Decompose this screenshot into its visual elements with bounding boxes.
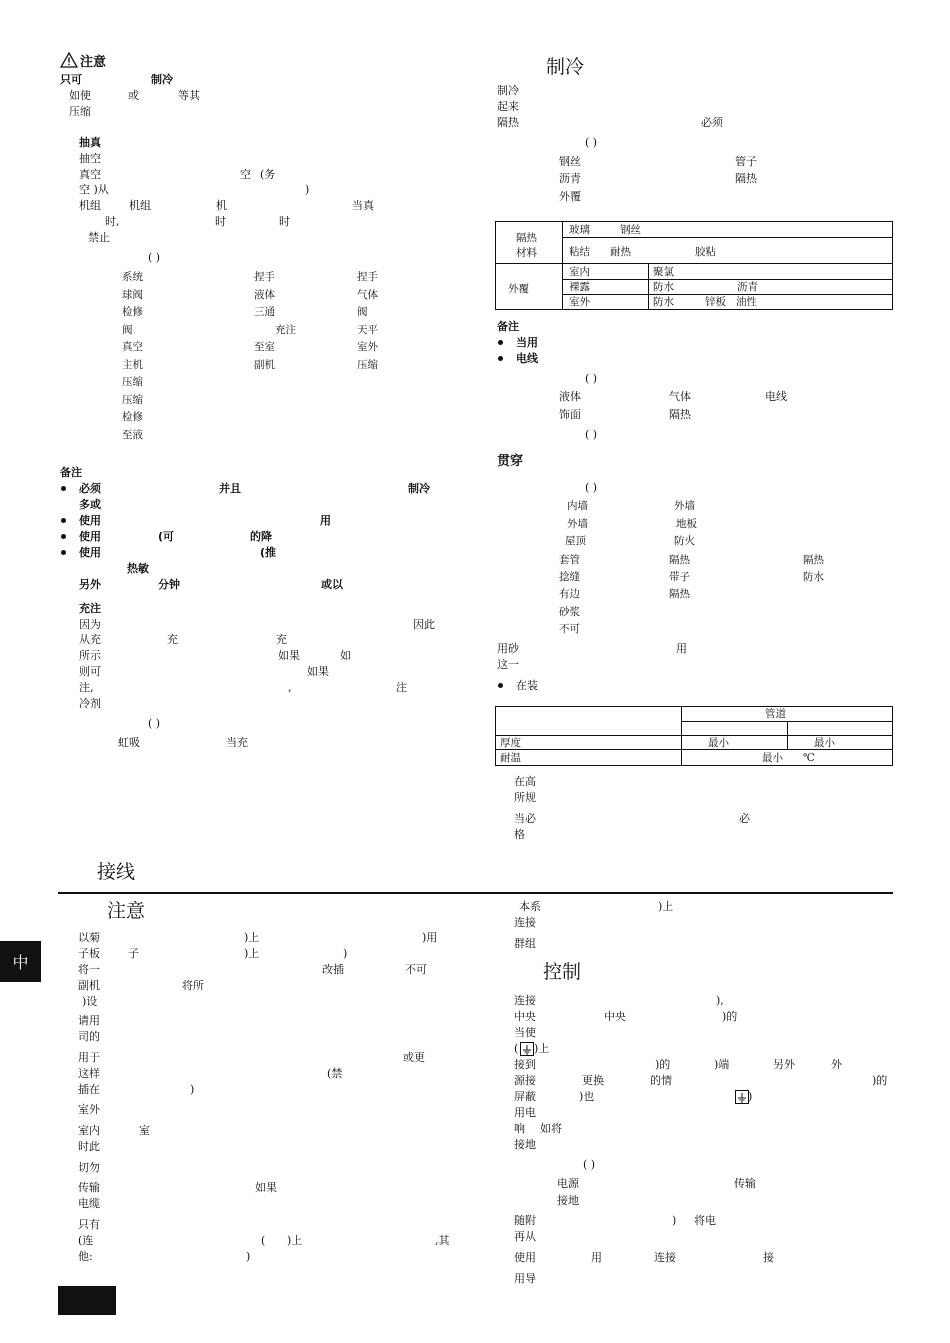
control-text-line: 中央 (604, 1010, 626, 1023)
figure-label: 传输 (734, 1177, 756, 1190)
charge-line: 如果 (307, 665, 329, 678)
control-text-line: 用电 (514, 1106, 536, 1119)
wiring-text: )上 (244, 931, 260, 944)
legend-label: 阀 (122, 323, 133, 336)
vacuum-line: 抽空 (79, 152, 101, 165)
note-text: 用 (320, 514, 331, 527)
after-line: 必 (739, 812, 750, 825)
table-head: 厚度 (500, 737, 521, 749)
wiring-text: )用 (422, 931, 438, 944)
figure-label: 隔热 (735, 172, 757, 185)
wiring-text: )上 (287, 1234, 303, 1247)
vacuum-line: 机组 (79, 199, 101, 212)
vacuum-line: 时 (279, 215, 290, 228)
penetration-label: 内墙 (567, 500, 588, 512)
note-text: 使用 (79, 514, 101, 527)
note-text: 的降 (250, 530, 272, 543)
control-text-line: 接地 (514, 1138, 536, 1151)
remarks-title: 备注 (497, 320, 519, 333)
wiring-right-line: 群组 (514, 937, 536, 950)
cooling-line: 制冷 (497, 84, 519, 97)
penetration-label: 地板 (676, 518, 697, 530)
wiring-text: 改插 (322, 963, 344, 976)
wiring-text: 只有 (78, 1218, 100, 1231)
legend-label: 球阀 (122, 288, 143, 301)
wiring-text: 请用 (78, 1014, 100, 1027)
note-text: 多或 (79, 498, 101, 511)
legend-label: 阀 (357, 306, 368, 318)
table-cell: 钢丝 (620, 224, 641, 236)
table-cell: 胶粘 (695, 246, 716, 258)
wiring-text: ) (246, 1250, 251, 1263)
legend-label: 三通 (254, 306, 275, 318)
bullet (61, 534, 66, 539)
legend-label: 系统 (122, 271, 143, 283)
after-line: 当必 (514, 812, 536, 825)
charge-line: 注 (396, 681, 407, 694)
vacuum-title: 抽真 (79, 136, 101, 149)
figure-ref: ( ) (585, 481, 598, 494)
table-cell: 玻璃 (569, 224, 590, 236)
legend-label: 压缩 (357, 358, 378, 371)
charge-line: 充 (167, 633, 178, 646)
wiring-text: 用于 (78, 1051, 100, 1064)
charge-line: 冷剂 (79, 697, 101, 710)
charge-line: 因此 (413, 618, 435, 631)
wiring-right-line: )上 (658, 900, 674, 913)
figure-ref: ( ) (583, 1158, 596, 1171)
table-cell: 耐热 (610, 246, 631, 258)
legend-label: 气体 (357, 288, 378, 301)
control-text-line: 当使 (514, 1026, 536, 1039)
note-text: 分钟 (158, 578, 180, 591)
bullet (61, 486, 66, 491)
note-text: 并且 (219, 482, 241, 495)
penetration-label: 不可 (559, 623, 580, 635)
table-cell: 裸露 (569, 281, 590, 293)
figure-label: 管子 (735, 155, 757, 168)
wiring-text: 时此 (78, 1140, 100, 1153)
tail-line: 随附 (514, 1214, 536, 1227)
figure-label: 钢丝 (559, 155, 581, 168)
wiring-text: 不可 (405, 963, 427, 976)
note-text: 热敏 (127, 562, 149, 575)
wiring-text: 这样 (78, 1067, 100, 1080)
table-cell: 最小 (762, 752, 783, 764)
figure-label: 饰面 (559, 408, 581, 421)
siphon-label: 当充 (226, 736, 248, 749)
caution-line: 或 (128, 89, 139, 102)
tail-line: 将电 (694, 1214, 716, 1227)
bullet (61, 550, 66, 555)
control-text-line: 的情 (650, 1074, 672, 1087)
cooling-line: 起来 (497, 100, 519, 113)
tail-line: 再从 (514, 1230, 536, 1243)
note-text: 使用 (79, 546, 101, 559)
legend-label: 至液 (122, 428, 143, 441)
legend-label: 压缩 (122, 376, 143, 388)
caution-title: 注意 (80, 55, 107, 70)
wiring-text: ,其 (435, 1234, 450, 1247)
note-text: 或以 (321, 578, 343, 591)
wiring-text: 将所 (182, 979, 204, 992)
penetration-label: 防火 (674, 535, 695, 547)
legend-label: 充注 (275, 323, 296, 336)
paren-mark: ( (514, 1042, 519, 1055)
vacuum-line: 机 (216, 199, 227, 212)
penetration-label: 带子 (669, 571, 690, 583)
control-title: 控制 (543, 961, 582, 983)
control-text-line: 接到 (514, 1058, 536, 1071)
penetration-label: 外墙 (567, 518, 588, 530)
penetration-label: 防水 (803, 571, 824, 583)
after-line: 在高 (514, 775, 536, 788)
wiring-text: ) (343, 947, 348, 960)
figure-label: 电线 (765, 390, 787, 403)
vacuum-line: 禁止 (88, 231, 110, 244)
after-line: 所规 (514, 791, 536, 804)
table-head: 耐温 (500, 752, 521, 764)
charge-line: 如 (340, 649, 351, 662)
figure-label: 沥青 (559, 172, 581, 185)
bullet (61, 518, 66, 523)
charge-line: , (288, 681, 292, 694)
legend-label: 捏手 (357, 271, 378, 283)
control-text-line: )端 (714, 1058, 730, 1071)
legend-label: 副机 (254, 358, 275, 371)
figure-label: 外覆 (559, 190, 581, 203)
figure-label: 气体 (669, 390, 691, 403)
legend-label: 至室 (254, 341, 275, 353)
wiring-right-line: 连接 (514, 916, 536, 929)
caution-line: 如使 (69, 89, 91, 102)
wiring-right-line: 本系 (519, 900, 541, 913)
penetration-label: 隔热 (669, 588, 690, 600)
control-text-line: 屏蔽 (514, 1090, 536, 1103)
control-text-line: 响 (514, 1122, 525, 1135)
legend-label: 室外 (357, 341, 378, 353)
wiring-text: ( (261, 1234, 266, 1247)
wiring-text: 副机 (78, 979, 100, 992)
wiring-text: 他: (78, 1250, 93, 1263)
penetration-label: 隔热 (803, 554, 824, 566)
legend-label: 液体 (254, 288, 275, 301)
page-number-block (58, 1286, 116, 1315)
charge-line: 从充 (79, 633, 101, 646)
note-text: (可 (158, 530, 175, 543)
note-text: (推 (260, 546, 277, 559)
control-text-line: )上 (534, 1042, 550, 1055)
section-rule (58, 892, 893, 894)
remark-text: 电线 (516, 352, 538, 365)
table-cell: 防水 (653, 281, 674, 293)
wiring-text: 子 (128, 947, 139, 960)
sand-line: 这一 (497, 658, 519, 671)
language-tab-label: 中 (12, 953, 29, 972)
warning-triangle-icon (60, 52, 78, 68)
control-text-line: ), (716, 994, 724, 1007)
penetration-label: 外墙 (674, 500, 695, 512)
wiring-text: 电缆 (78, 1197, 100, 1210)
legend-label: 检修 (122, 306, 143, 318)
ground-symbol-icon (735, 1090, 749, 1104)
table-cell: 粘结 (569, 246, 590, 258)
vacuum-line: 空 (240, 168, 251, 181)
wiring-text: 室外 (78, 1103, 100, 1116)
siphon-label: 虹吸 (118, 736, 140, 749)
penetration-label: 砂浆 (559, 606, 580, 618)
remark-text: 当用 (516, 336, 538, 349)
table-cell: 防水 (653, 296, 674, 308)
control-text-line: ) (748, 1090, 753, 1103)
wiring-text: 或更 (403, 1051, 425, 1064)
figure-label: 电源 (557, 1177, 579, 1190)
table-cell: ℃ (803, 752, 815, 764)
install-text: 在装 (516, 679, 538, 692)
note-text: 制冷 (408, 482, 430, 495)
cooling-title: 制冷 (546, 56, 585, 78)
figure-label: 液体 (559, 390, 581, 403)
table-cell: 沥青 (737, 281, 758, 293)
bullet (498, 356, 503, 361)
wiring-text: 将一 (78, 963, 100, 976)
charge-title: 充注 (79, 602, 101, 615)
wiring-text: 如果 (255, 1181, 277, 1194)
control-text-line: 如将 (540, 1122, 562, 1135)
penetration-label: 捻缝 (559, 571, 580, 583)
vacuum-line: 当真 (352, 199, 374, 212)
vacuum-line: (务 (260, 168, 276, 181)
control-text-line: 外 (831, 1058, 842, 1071)
vacuum-line: 时 (215, 215, 226, 228)
table-head: 外覆 (508, 283, 529, 295)
control-text-line: )也 (579, 1090, 595, 1103)
wiring-text: 室内 (78, 1124, 100, 1137)
figure-ref: ( ) (585, 428, 598, 441)
penetration-label: 套管 (559, 554, 580, 566)
figure-ref: ( ) (148, 717, 161, 730)
cooling-line: 必须 (701, 116, 723, 129)
table-cell: 室外 (569, 296, 590, 308)
charge-line: 如果 (278, 649, 300, 662)
after-line: 格 (514, 828, 525, 841)
vacuum-line: 空 )从 (79, 183, 109, 196)
control-text-line: 连接 (514, 994, 536, 1007)
tail-line: 用导 (514, 1272, 536, 1285)
figure-ref: ( ) (585, 136, 598, 149)
control-text-line: 源接 (514, 1074, 536, 1087)
control-text-line: 中央 (514, 1010, 536, 1023)
notes-title: 备注 (60, 466, 82, 479)
caution-line: 只可 (60, 73, 82, 86)
tail-line: 使用 (514, 1251, 536, 1264)
charge-line: 则可 (79, 665, 101, 678)
wiring-text: 司的 (78, 1030, 100, 1043)
note-text: 必须 (79, 482, 101, 495)
penetration-label: 有边 (559, 588, 580, 600)
control-text-line: 另外 (773, 1058, 795, 1071)
figure-ref: ( ) (148, 251, 161, 264)
cooling-line: 隔热 (497, 116, 519, 129)
tail-line: 用 (591, 1251, 602, 1264)
wiring-text: )设 (82, 995, 98, 1008)
note-text: 另外 (79, 578, 101, 591)
sand-line: 用 (676, 642, 687, 655)
tail-line: 接 (763, 1251, 774, 1264)
charge-line: 所示 (79, 649, 101, 662)
charge-line: 因为 (79, 618, 101, 631)
wiring-text: 切勿 (78, 1161, 100, 1174)
wiring-text: 室 (139, 1124, 150, 1137)
wiring-text: (禁 (327, 1067, 343, 1080)
control-text-line: )的 (872, 1074, 888, 1087)
table-cell: 室内 (569, 266, 590, 278)
sand-line: 用砂 (497, 642, 519, 655)
wiring-caution-title: 注意 (107, 900, 146, 922)
figure-label: 隔热 (669, 408, 691, 421)
table-cell: 锌板 (705, 296, 726, 308)
wiring-text: 传输 (78, 1181, 100, 1194)
caution-line: 等其 (178, 89, 200, 102)
table-cell: 油性 (736, 296, 757, 308)
vacuum-line: 时, (105, 215, 120, 228)
wiring-text: 以菊 (78, 931, 100, 944)
ground-symbol-icon (520, 1042, 534, 1056)
wiring-title: 接线 (97, 861, 136, 883)
table-cell: 最小 (814, 737, 835, 749)
note-text: 使用 (79, 530, 101, 543)
wiring-text: (连 (78, 1234, 94, 1247)
table-head: 管道 (765, 708, 786, 720)
penetration-label: 隔热 (669, 554, 690, 566)
wiring-text: 插在 (78, 1083, 100, 1096)
wiring-text: ) (190, 1083, 195, 1096)
bullet (498, 683, 503, 688)
table-cell: 最小 (708, 737, 729, 749)
legend-label: 检修 (122, 411, 143, 423)
tail-line: ) (672, 1214, 677, 1227)
legend-label: 天平 (357, 323, 378, 336)
caution-line: 压缩 (69, 105, 91, 118)
figure-label: 接地 (557, 1194, 579, 1207)
control-text-line: )的 (722, 1010, 738, 1023)
bullet (498, 340, 503, 345)
charge-line: 注, (79, 681, 94, 694)
charge-line: 充 (276, 633, 287, 646)
vacuum-line: 机组 (129, 199, 151, 212)
penetration-label: 屋顶 (565, 535, 586, 547)
control-text-line: 更换 (582, 1074, 604, 1087)
control-text-line: )的 (655, 1058, 671, 1071)
table-cell: 聚氯 (653, 266, 674, 278)
vacuum-line: 真空 (79, 168, 101, 181)
legend-label: 捏手 (254, 271, 275, 283)
language-tab[interactable] (0, 941, 41, 982)
vacuum-line: ) (305, 183, 310, 196)
wiring-text: )上 (244, 947, 260, 960)
legend-label: 压缩 (122, 393, 143, 406)
tail-line: 连接 (654, 1251, 676, 1264)
caution-line: 制冷 (151, 73, 173, 86)
figure-ref: ( ) (585, 372, 598, 385)
legend-label: 真空 (122, 341, 143, 353)
table-head: 隔热材料 (516, 232, 537, 259)
legend-label: 主机 (122, 358, 143, 371)
wiring-text: 子板 (78, 947, 100, 960)
penetration-title: 贯穿 (497, 454, 524, 469)
